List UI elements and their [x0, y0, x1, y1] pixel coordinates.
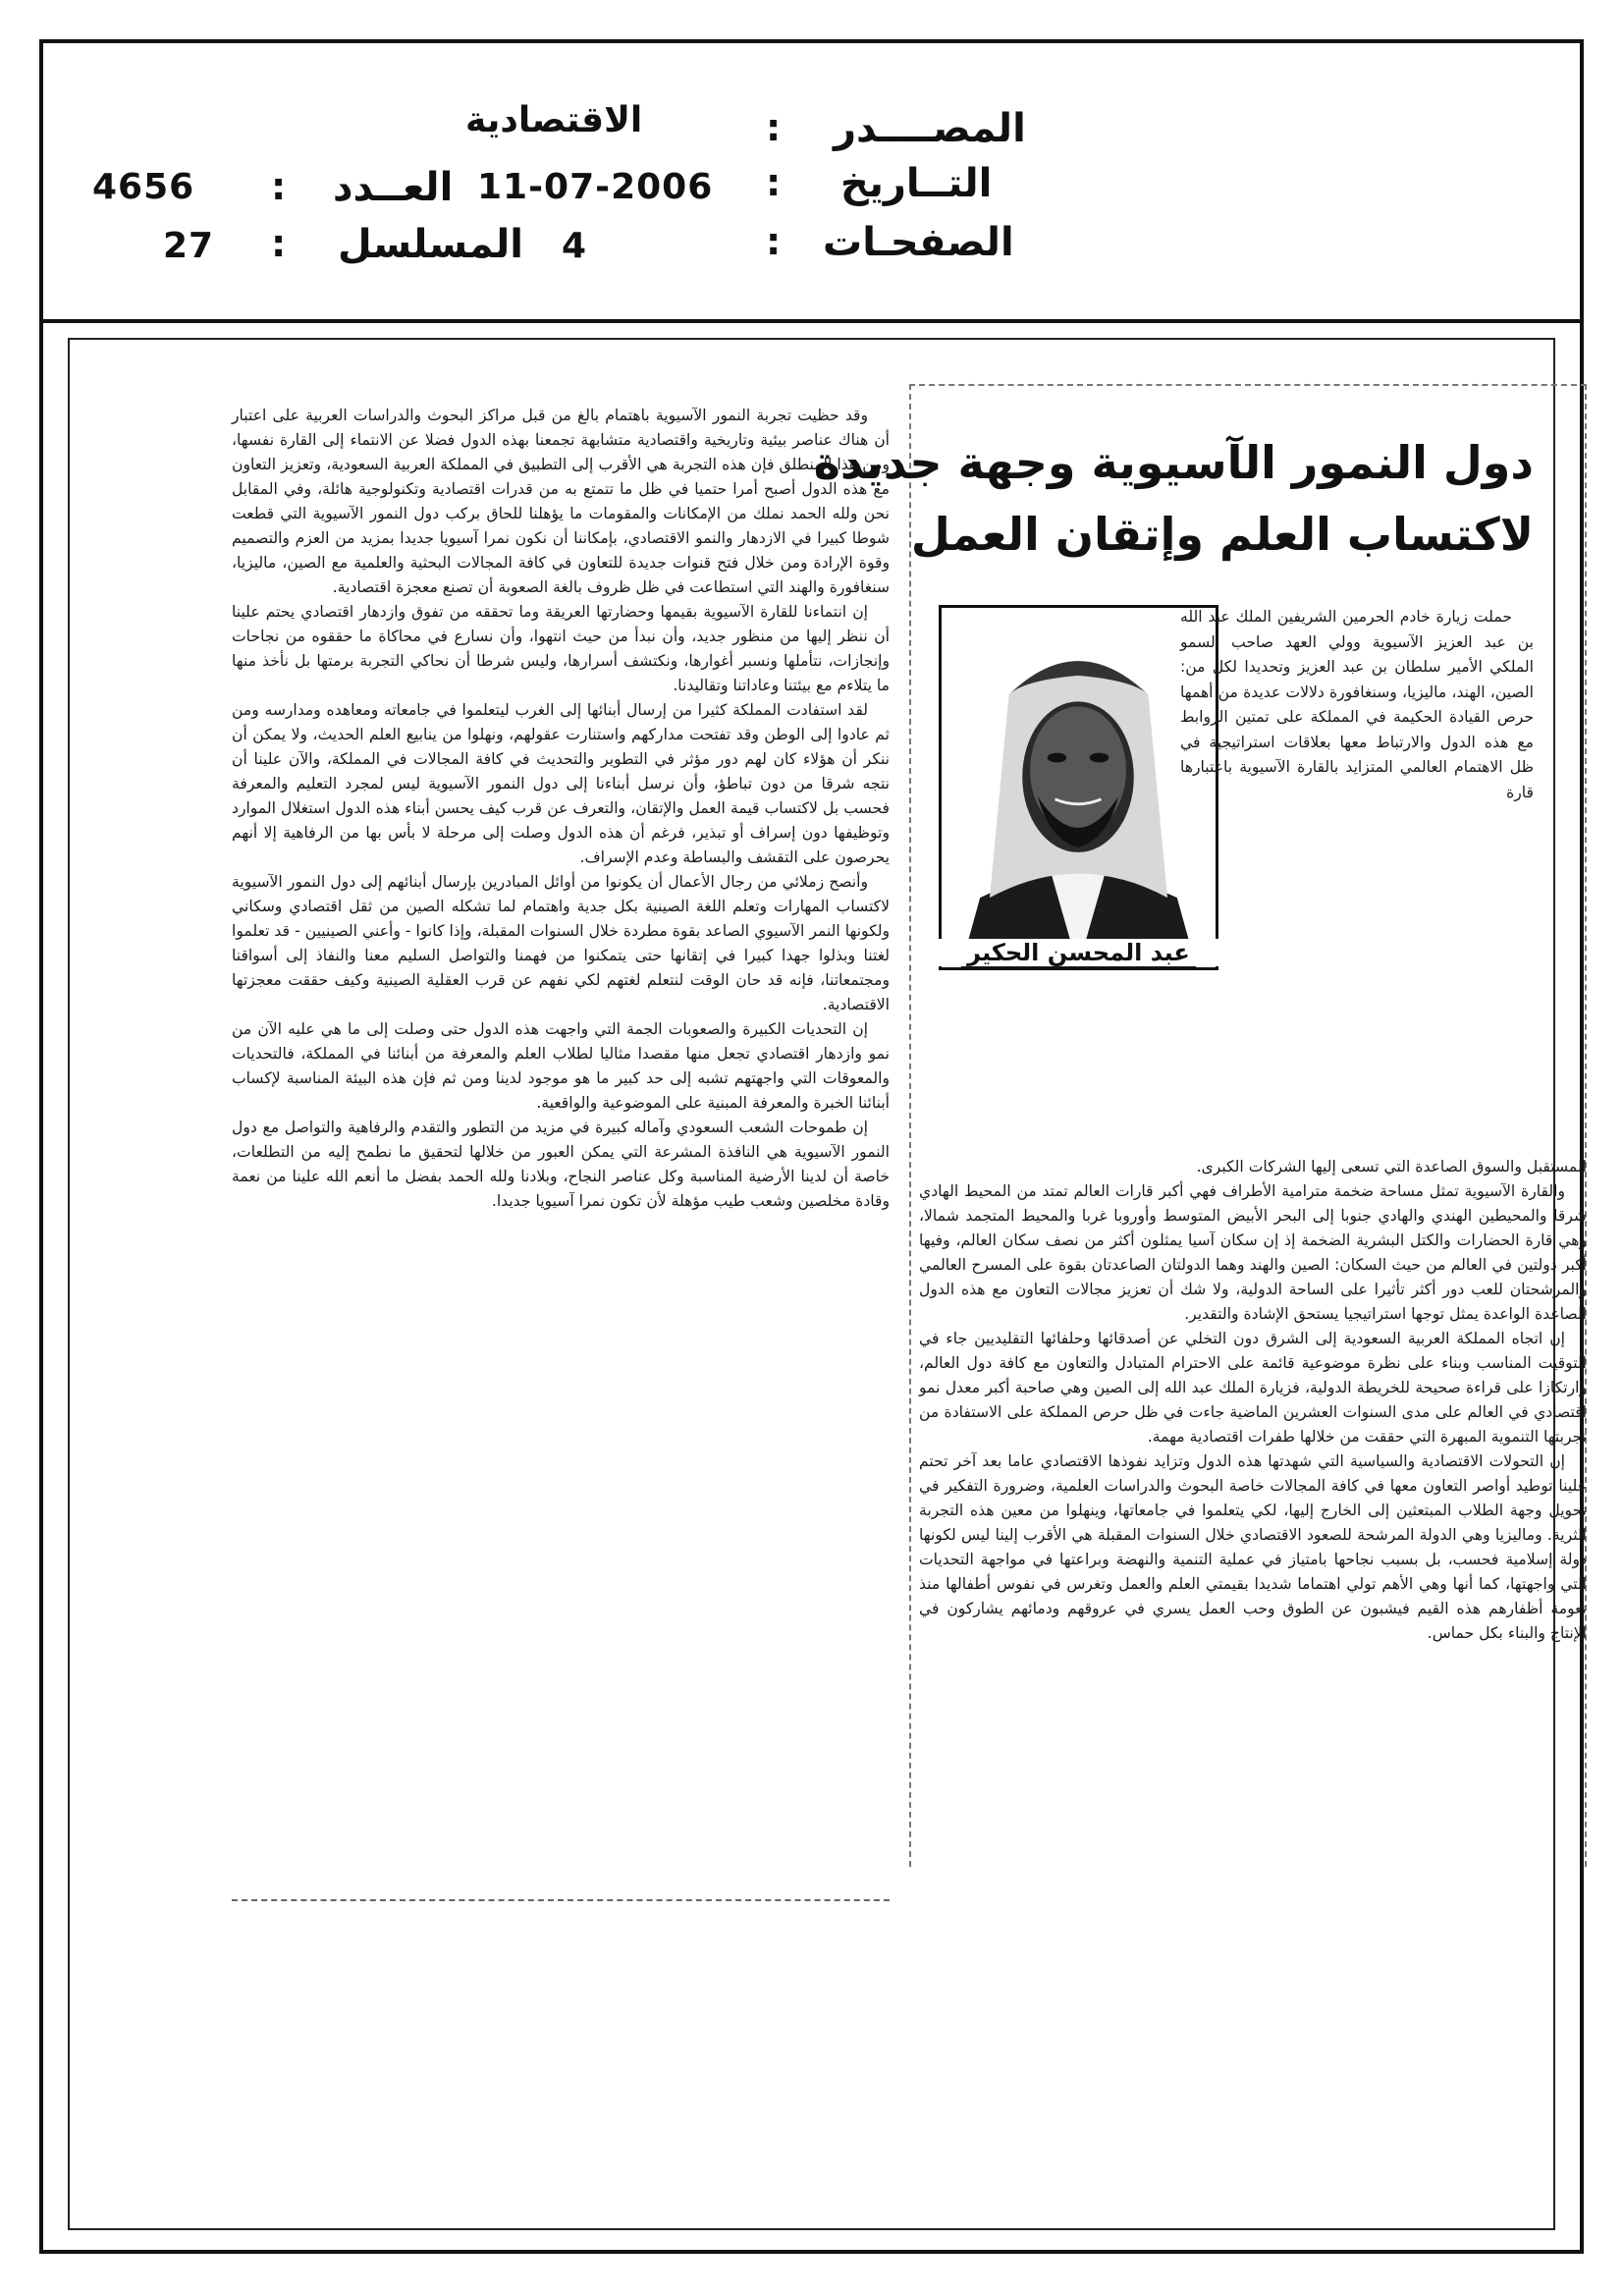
page-frame	[39, 39, 1587, 2254]
right-paragraph-1: المستقبل والسوق الصاعدة التي تسعى إليها الشركات الكبرى.	[1196, 1158, 1587, 1175]
author-photo	[939, 605, 1218, 970]
article-headline-line2: لاكتساب العلم وإتقان العمل	[910, 508, 1534, 561]
source-label: المصــــدر	[834, 106, 1026, 151]
left-paragraph-6: إن طموحات الشعب السعودي وآماله كبيرة في مزيد من التطور والتقدم والرفاهية والتواصل مع دول النمور الآسيوية هي النافذة المشرعة التي يمكن العبور من خلالها لتحقيق ما نطمح إليه من التطلعات، خاصة أن لدينا الأرضية المناسبة وكل عناصر النجاح، وبلادنا ولله الحمد بفضل ما أنعم الله علينا من نعمة وقادة مخلصين وشعب طيب مؤهلة لأن تكون نمرا آسيويا جديدا.	[232, 1119, 890, 1210]
left-paragraph-5: إن التحديات الكبيرة والصعوبات الجمة التي واجهت هذه الدول حتى وصلت إلى ما هي عليه الآن من نمو وازدهار اقتصادي تجعل منها مقصدا مثاليا لطلاب العلم والمعرفة من أبنائنا في المملكة، فالتحديات والمعوقات التي واجهتهم تشبه إلى حد كبير ما هو موجود لدينا ومن ثم فإن هذه البيئة المناسبة لإكساب أبنائنا الخبرة والمعرفة المبنية على الموضوعية والواقعية.	[232, 1020, 890, 1112]
serial-colon: :	[271, 222, 287, 265]
clipping-header	[43, 43, 1580, 323]
left-paragraph-3: لقد استفادت المملكة كثيرا من إرسال أبنائها إلى الغرب ليتعلموا في جامعاته ومعاهده ومدارسه ومن ثم عادوا إلى الوطن وقد تفتحت مداركهم واستنارت عقولهم، ونهلوا من ينابيع العلم الحديث، ولا يمكن أن ننكر أن هؤلاء كان لهم دور مؤثر في التطوير والتحديث في كافة المجالات في المملكة، والآن علينا أن نتجه شرقا من دون تباطؤ، وأن نرسل أبناءنا إلى دول النمور الآسيوية ليس لمجرد التعليم والمعرفة فحسب بل لاكتساب قيمة العمل والإتقان، والتعرف عن قرب كيف يحسن أبناء هذه الدول استغلال الموارد وتوظيفها دون إسراف أو تبذير، فرغم أن هذه الدول وصلت إلى مرحلة لا بأس بها من الرفاهية إلا أنهم يحرصون على التقشف والبساطة وعدم الإسراف.	[232, 701, 890, 866]
right-paragraph-4: إن التحولات الاقتصادية والسياسية التي شهدتها هذه الدول وتزايد نفوذها الاقتصادي عاما بعد آخر تحتم علينا توطيد أواصر التعاون معها في كافة المجالات خاصة البحوث والدراسات العلمية، وضرورة التفكير في تحويل وجهة الطلاب المبتعثين إلى الخارج إليها، لكي يتعلموا في جامعاتها، وينهلوا من معين هذه التجربة الثرية. وماليزيا وهي الدولة المرشحة للصعود الاقتصادي خلال السنوات المقبلة هي الأقرب إلينا ليس لكونها دولة إسلامية فحسب، بل بسبب نجاحها بامتياز في عملية التنمية والنهضة وبراعتها في مواجهة التحديات التي واجهتها، كما أنها وهي الأهم تولي اهتماما شديدا بقيمتي العلم والعمل وتغرس في نفوس أطفالها منذ نعومة أظفارهم هذه القيم فيشبون عن الطوق وحب العمل يسري في عروقهم ودمائهم يشاركون في الإنتاج والبناء بكل حماس.	[919, 1452, 1587, 1642]
serial-label: المسلسل	[338, 222, 523, 267]
serial-value: 27	[163, 226, 215, 266]
clipping-body	[68, 338, 1587, 2230]
pages-value: 4	[562, 226, 588, 266]
issue-colon: :	[271, 165, 287, 208]
left-paragraph-4: وأنصح زملائي من رجال الأعمال أن يكونوا من أوائل المبادرين بإرسال أبنائهم إلى دول النمور الآسيوية لاكتساب المهارات وتعلم اللغة الصينية بكل جدية واهتمام لما تشكله الصين من ثقل اقتصادي وسكاني ولكونها النمر الآسيوي الصاعد بقوة مطردة خلال السنوات المقبلة، وإذا كانوا - وأعني الصينيين - قد تعلموا لغتنا وبذلوا جهدا كبيرا في إتقانها حتى يتمكنوا من فهمنا والتواصل السليم معنا والنفاذ إلى أسواقنا ومجتمعاتنا، فإنه قد حان الوقت لنتعلم لغتهم لكي نفهم عن قرب العقلية الصينية وكيف حققت معجزتها الاقتصادية.	[232, 873, 890, 1013]
article-left-column	[232, 404, 890, 1901]
date-value: 11-07-2006	[477, 167, 714, 207]
issue-label: العــدد	[333, 165, 454, 210]
article-right-column	[919, 1155, 1587, 1646]
left-paragraph-2: إن انتماءنا للقارة الآسيوية بقيمها وحضارتها العريقة وما تحققه من تفوق وازدهار اقتصادي يحتم علينا أن ننظر إليها من منظور جديد، وأن نبدأ من حيث انتهوا، وأن نسارع في محاكاة ما حققوه من نجاحات وإنجازات، نتأملها ونسبر أغوارها، ونكتشف أسرارها، وليس شرطا أن نحاكي التجربة برمتها بل نأخذ منها ما يتلاءم مع بيئتنا وعاداتنا وتقاليدنا.	[232, 603, 890, 694]
left-paragraph-1: وقد حظيت تجربة النمور الآسيوية باهتمام بالغ من قبل مراكز البحوث والدراسات العربية على اعتبار أن هناك عناصر بيئية وتاريخية واقتصادية متشابهة تجمعنا بهذه الدول فضلا عن الانتماء إلى القارة نفسها، ومن هذا المنطلق فإن هذه التجربة هي الأقرب إلى التطبيق في المملكة العربية السعودية، وتعزيز التعاون مع هذه الدول أصبح أمرا حتميا في ظل ما تتمتع به من قدرات اقتصادية وتكنولوجية هائلة، وفي المقابل نحن ولله الحمد نملك من الإمكانات والمقومات ما يؤهلنا للحاق بركب دول النمور الآسيوية التي قطعت شوطا كبيرا في الازدهار والنمو الاقتصادي، بإمكاننا أن نكون نمرا آسيويا جديدا بمزيد من العزم والتصميم وقوة الإرادة ومن خلال فتح قنوات جديدة للتعاون في كافة المجالات البحثية والعلمية مع الصين، ماليزيا، سنغافورة والهند التي استطاعت في ظل ظروف بالغة الصعوبة أن تصنع معجزة اقتصادية.	[232, 407, 890, 596]
pages-colon: :	[766, 220, 782, 263]
author-caption: عبد المحسن الحكير	[939, 939, 1218, 966]
pages-label: الصفحـات	[823, 220, 1014, 265]
date-label: التــاريخ	[840, 161, 993, 206]
right-paragraph-2: والقارة الآسيوية تمثل مساحة ضخمة مترامية الأطراف فهي أكبر قارات العالم تمتد من المحيط الهادي شرقا والمحيطين الهندي والهادي جنوبا إلى البحر الأبيض المتوسط وأوروبا غربا والمحيط المتجمد شمالا، وهي قارة الحضارات والكتل البشرية الضخمة إذ إن سكان آسيا يمثلون أكثر من نصف سكان العالم، وفيها أكبر دولتين في العالم من حيث السكان: الصين والهند وهما الدولتان الصاعدتان بقوة على المسرح العالمي والمرشحتان للعب دور أكثر تأثيرا على الساحة الدولية، ولا شك أن تعزيز مجالات التعاون مع هذه الدول الصاعدة الواعدة يمثل توجها استراتيجيا يستحق الإشادة والتقدير.	[919, 1182, 1587, 1323]
source-value: الاقتصادية	[465, 100, 643, 140]
author-portrait-image	[942, 608, 1216, 967]
source-colon: :	[766, 106, 782, 149]
article-headline-line1: دول النمور الآسيوية وجهة جديدة	[813, 436, 1534, 489]
date-colon: :	[766, 161, 782, 204]
right-paragraph-3: إن اتجاه المملكة العربية السعودية إلى الشرق دون التخلي عن أصدقائها وحلفائها التقليديين جاء في التوقيت المناسب وبناء على نظرة موضوعية قائمة على الاحترام المتبادل والتعاون مع كافة دول العالم، وارتكازا على قراءة صحيحة للخريطة الدولية، فزيارة الملك عبد الله إلى الصين وهي صاحبة أكبر معدل نمو اقتصادي في العالم على مدى السنوات العشرين الماضية جاءت في ظل حرص المملكة على الاستفادة من تجربتها التنموية المبهرة التي حققت من خلالها طفرات اقتصادية مهمة.	[919, 1330, 1587, 1446]
article-intro	[1180, 605, 1534, 805]
issue-value: 4656	[92, 167, 195, 207]
intro-paragraph: حملت زيارة خادم الحرمين الشريفين الملك عبد الله بن عبد العزيز الآسيوية وولي العهد صاحب السمو الملكي الأمير سلطان بن عبد العزيز وتحديدا لكل من: الصين، الهند، ماليزيا، وسنغافورة دلالات عديدة من أهمها حرص القيادة الحكيمة في المملكة على تمتين الروابط مع هذه الدول والارتباط معها بعلاقات استراتيجية في ظل الاهتمام العالمي المتزايد بالقارة الآسيوية باعتبارها قارة	[1180, 608, 1534, 801]
